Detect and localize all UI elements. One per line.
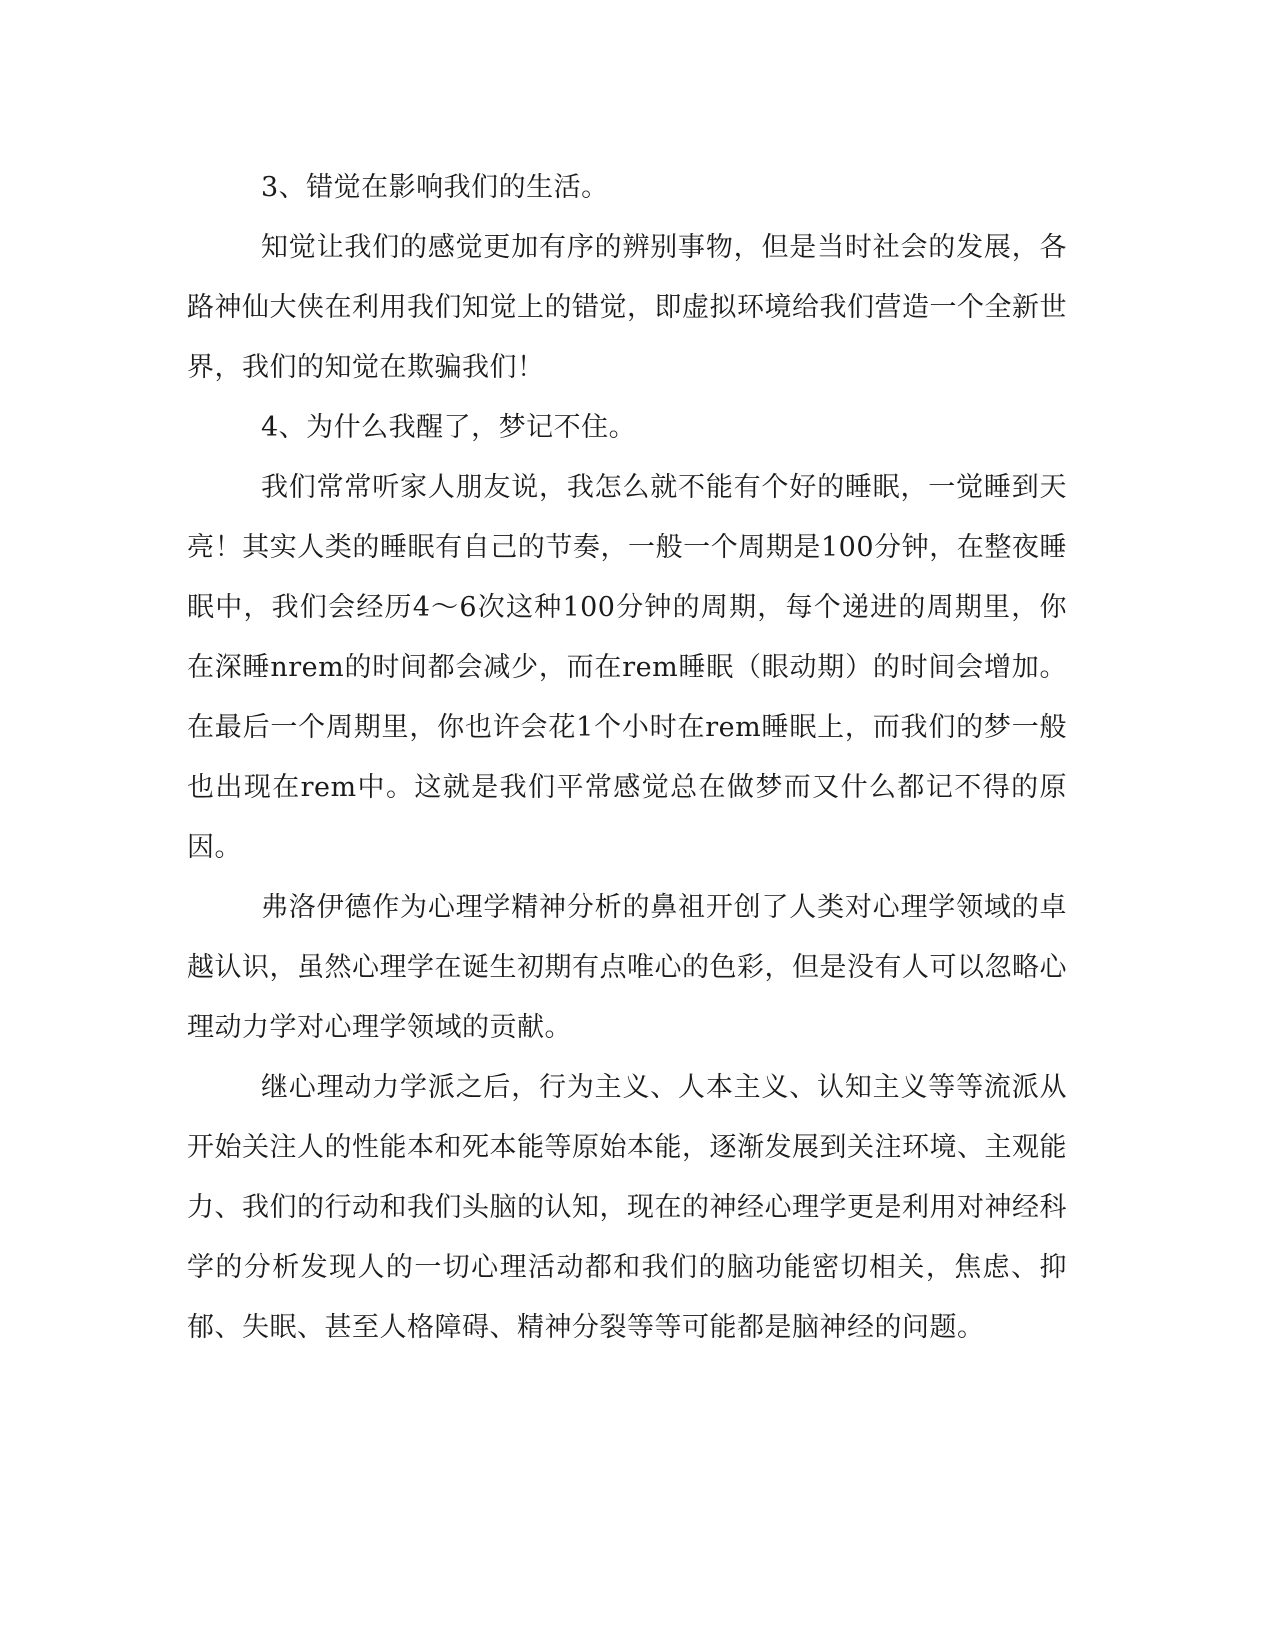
section-heading-3: 3、错觉在影响我们的生活。 <box>261 172 609 203</box>
paragraph-sleep-cycle: 我们常常听家人朋友说，我怎么就不能有个好的睡眠，一觉睡到天亮！其实人类的睡眠有自己的节奏，一般一个周期是100分钟，在整夜睡眠中，我们会经历4～6次这种100分钟的周期，每个递进的周期里，你在深睡nrem的时间都会减少，而在rem睡眠（眼动期）的时间会增加。在最后一个周期里，你也许会花1个小时在rem睡眠上，而我们的梦一般也出现在rem中。这就是我们平常感觉总在做梦而又什么都记不得的原因。 <box>187 472 1067 863</box>
document-body <box>187 158 1067 1358</box>
paragraph-illusion: 知觉让我们的感觉更加有序的辨别事物，但是当时社会的发展，各路神仙大侠在利用我们知觉上的错觉，即虚拟环境给我们营造一个全新世界，我们的知觉在欺骗我们！ <box>187 232 1067 383</box>
section-heading-4: 4、为什么我醒了，梦记不住。 <box>261 412 637 443</box>
paragraph-freud: 弗洛伊德作为心理学精神分析的鼻祖开创了人类对心理学领域的卓越认识，虽然心理学在诞生初期有点唯心的色彩，但是没有人可以忽略心理动力学对心理学领域的贡献。 <box>187 892 1067 1043</box>
paragraph-schools: 继心理动力学派之后，行为主义、人本主义、认知主义等等流派从开始关注人的性能本和死本能等原始本能，逐渐发展到关注环境、主观能力、我们的行动和我们头脑的认知，现在的神经心理学更是利用对神经科学的分析发现人的一切心理活动都和我们的脑功能密切相关，焦虑、抑郁、失眠、甚至人格障碍、精神分裂等等可能都是脑神经的问题。 <box>187 1072 1067 1343</box>
